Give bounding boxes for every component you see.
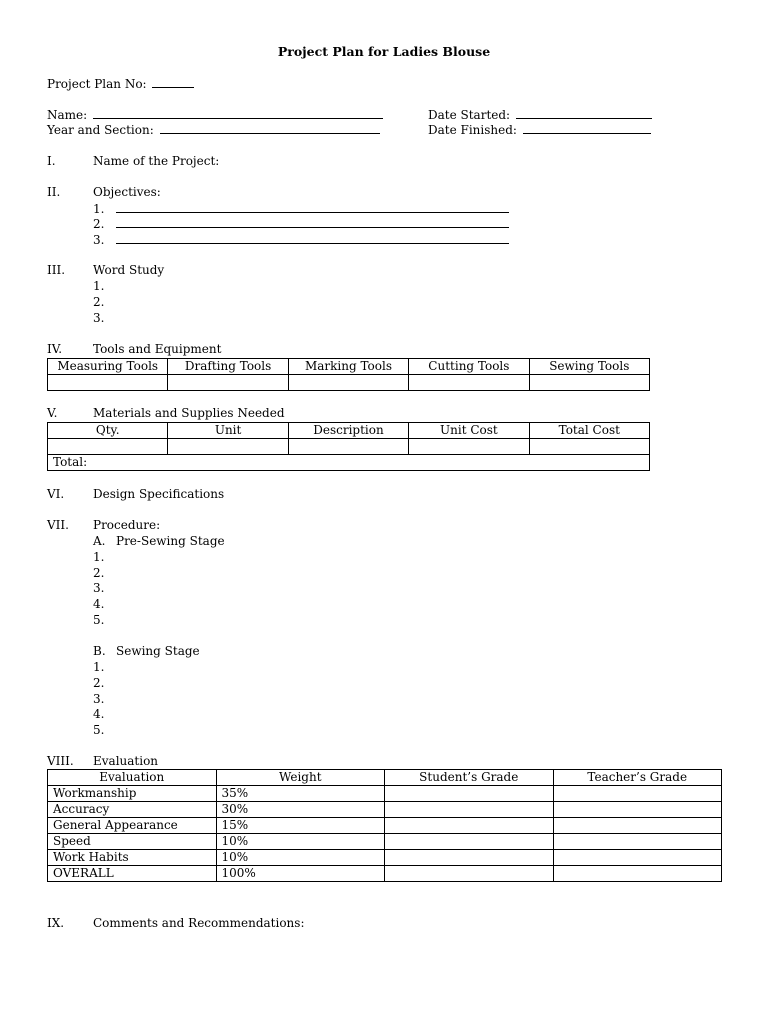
stage-b-item: 4.: [93, 707, 105, 721]
materials-header-cell: Description: [288, 423, 408, 439]
document-title: Project Plan for Ladies Blouse: [277, 44, 491, 59]
student-grade-cell[interactable]: [385, 866, 554, 882]
weight-cell: 15%: [216, 818, 385, 834]
name-blank[interactable]: [93, 107, 383, 119]
weight-cell: 10%: [216, 834, 385, 850]
stage-b-item: 5.: [93, 723, 105, 737]
materials-cell[interactable]: [409, 439, 529, 455]
stage-b-letter: B.: [93, 644, 106, 658]
teacher-grade-cell[interactable]: [553, 802, 722, 818]
criterion-cell: OVERALL: [48, 866, 217, 882]
teacher-grade-cell[interactable]: [553, 786, 722, 802]
criterion-cell: Accuracy: [48, 802, 217, 818]
criterion-cell: Workmanship: [48, 786, 217, 802]
stage-b-title: Sewing Stage: [116, 644, 200, 658]
evaluation-row: [48, 866, 722, 882]
stage-a-item: 4.: [93, 597, 105, 611]
materials-header-cell: Qty.: [48, 423, 168, 439]
tools-cell[interactable]: [409, 375, 529, 391]
tools-cell[interactable]: [288, 375, 408, 391]
student-grade-cell[interactable]: [385, 786, 554, 802]
plan-no-label: Project Plan No:: [47, 77, 147, 91]
student-grade-cell[interactable]: [385, 850, 554, 866]
date-finished-label: Date Finished:: [428, 123, 517, 137]
student-grade-cell[interactable]: [385, 802, 554, 818]
materials-total-label: Total:: [53, 455, 88, 469]
weight-cell: 100%: [216, 866, 385, 882]
section-6-number: VI.: [47, 487, 65, 501]
evaluation-row: [48, 850, 722, 866]
teacher-grade-cell[interactable]: [553, 866, 722, 882]
stage-b-item: 1.: [93, 660, 105, 674]
objective-item: [93, 216, 509, 232]
teacher-grade-cell[interactable]: [553, 818, 722, 834]
word-study-item: 3.: [93, 311, 105, 325]
stage-b-item: 3.: [93, 692, 105, 706]
section-6-title: Design Specifications: [93, 487, 225, 501]
evaluation-row: [48, 786, 722, 802]
materials-cell[interactable]: [288, 439, 408, 455]
date-started-field: [428, 107, 652, 123]
date-started-label: Date Started:: [428, 108, 511, 122]
section-2-title: Objectives:: [93, 185, 161, 199]
year-section-field: [47, 122, 380, 138]
tools-header-cell: Marking Tools: [288, 359, 408, 375]
evaluation-row: [48, 802, 722, 818]
date-finished-blank[interactable]: [523, 122, 651, 134]
stage-a-letter: A.: [93, 534, 106, 548]
stage-a-item: 1.: [93, 550, 105, 564]
section-4-number: IV.: [47, 342, 63, 356]
objective-blank[interactable]: [116, 216, 509, 228]
evaluation-header-cell: Evaluation: [48, 770, 217, 786]
teacher-grade-cell[interactable]: [553, 850, 722, 866]
student-grade-cell[interactable]: [385, 818, 554, 834]
objective-number: 3.: [93, 233, 105, 247]
stage-b-item: 2.: [93, 676, 105, 690]
materials-header-cell: Unit: [168, 423, 288, 439]
teacher-grade-cell[interactable]: [553, 834, 722, 850]
weight-cell: 35%: [216, 786, 385, 802]
stage-a-item: 2.: [93, 566, 105, 580]
materials-cell[interactable]: [48, 439, 168, 455]
stage-a-item: 3.: [93, 581, 105, 595]
plan-no-field: [47, 76, 194, 92]
section-3-title: Word Study: [93, 263, 165, 277]
section-1-title: Name of the Project:: [93, 154, 220, 168]
stage-a-title: Pre-Sewing Stage: [116, 534, 225, 548]
tools-cell[interactable]: [48, 375, 168, 391]
section-7-title: Procedure:: [93, 518, 161, 532]
weight-cell: 30%: [216, 802, 385, 818]
evaluation-header-cell: Teacher’s Grade: [553, 770, 722, 786]
year-section-label: Year and Section:: [47, 123, 154, 137]
materials-total-row[interactable]: [48, 455, 650, 471]
section-8-title: Evaluation: [93, 754, 159, 768]
materials-header-cell: Unit Cost: [409, 423, 529, 439]
tools-header-cell: Measuring Tools: [48, 359, 168, 375]
name-field: [47, 107, 383, 123]
section-7-number: VII.: [47, 518, 69, 532]
word-study-item: 2.: [93, 295, 105, 309]
evaluation-header-cell: Student’s Grade: [385, 770, 554, 786]
materials-cell[interactable]: [529, 439, 649, 455]
objective-item: [93, 232, 509, 248]
tools-table: [47, 358, 650, 391]
year-section-blank[interactable]: [160, 122, 380, 134]
section-3-number: III.: [47, 263, 66, 277]
name-label: Name:: [47, 108, 88, 122]
evaluation-row: [48, 818, 722, 834]
plan-no-blank[interactable]: [152, 76, 194, 88]
word-study-item: 1.: [93, 279, 105, 293]
criterion-cell: Speed: [48, 834, 217, 850]
section-9-number: IX.: [47, 916, 65, 930]
criterion-cell: General Appearance: [48, 818, 217, 834]
evaluation-row: [48, 834, 722, 850]
section-4-title: Tools and Equipment: [93, 342, 222, 356]
tools-cell[interactable]: [168, 375, 288, 391]
section-5-title: Materials and Supplies Needed: [93, 406, 285, 420]
materials-header-cell: Total Cost: [529, 423, 649, 439]
tools-header-cell: Sewing Tools: [529, 359, 649, 375]
stage-a-item: 5.: [93, 613, 105, 627]
criterion-cell: Work Habits: [48, 850, 217, 866]
section-8-number: VIII.: [47, 754, 74, 768]
materials-table: [47, 422, 650, 471]
objective-number: 1.: [93, 202, 105, 216]
objective-number: 2.: [93, 217, 105, 231]
evaluation-header-cell: Weight: [216, 770, 385, 786]
objective-blank[interactable]: [116, 201, 509, 213]
section-2-number: II.: [47, 185, 61, 199]
weight-cell: 10%: [216, 850, 385, 866]
objective-item: [93, 201, 509, 217]
tools-header-cell: Cutting Tools: [409, 359, 529, 375]
tools-cell[interactable]: [529, 375, 649, 391]
section-5-number: V.: [47, 406, 58, 420]
tools-header-cell: Drafting Tools: [168, 359, 288, 375]
student-grade-cell[interactable]: [385, 834, 554, 850]
date-started-blank[interactable]: [516, 107, 652, 119]
materials-cell[interactable]: [168, 439, 288, 455]
section-1-number: I.: [47, 154, 56, 168]
date-finished-field: [428, 122, 651, 138]
objective-blank[interactable]: [116, 232, 509, 244]
section-9-title: Comments and Recommendations:: [93, 916, 305, 930]
evaluation-table: [47, 769, 722, 882]
